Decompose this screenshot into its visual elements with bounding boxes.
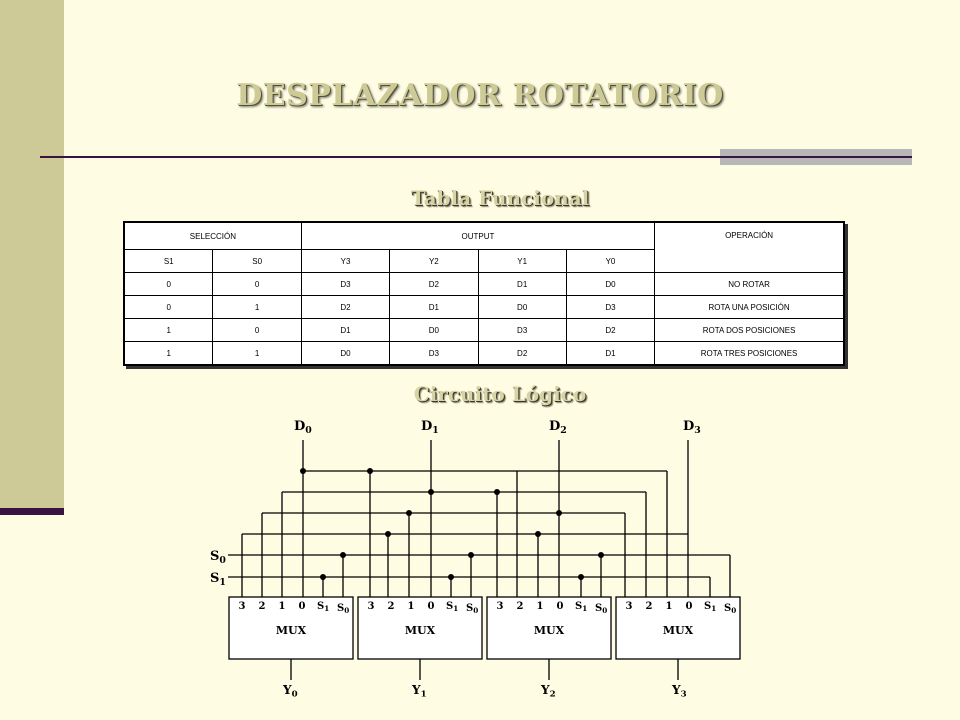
subheader-cell: S0: [213, 250, 301, 273]
mux-select-pin-s1: $S_1$: [575, 601, 588, 614]
table-cell: D2: [478, 342, 566, 366]
subheader-cell: Y0: [566, 250, 654, 273]
junction-dot: [367, 468, 373, 474]
input-label-d3: $D_3$: [683, 419, 701, 436]
table-cell: 1: [124, 319, 213, 342]
mux-pin-label: 1: [665, 601, 673, 612]
table-cell: 1: [213, 296, 301, 319]
input-label-d1: $D_1$: [421, 419, 439, 436]
output-label-y3: $Y_3$: [672, 683, 687, 700]
junction-dot: [494, 489, 500, 495]
mux-select-pin-s1: $S_1$: [446, 601, 459, 614]
table-cell: D2: [390, 273, 478, 296]
mux-pin-label: 2: [387, 601, 395, 612]
junction-dot: [556, 510, 562, 516]
subheader-cell: Y1: [478, 250, 566, 273]
mux-pin-label: 2: [645, 601, 653, 612]
mux-pin-label: 3: [625, 601, 633, 612]
mux-pin-label: 1: [407, 601, 415, 612]
junction-dot: [578, 574, 584, 580]
header-output: OUTPUT: [301, 222, 654, 250]
table-cell: 0: [213, 319, 301, 342]
table-cell: ROTA DOS POSICIONES: [655, 319, 844, 342]
mux-pin-label: 3: [367, 601, 375, 612]
table-cell: D2: [301, 296, 389, 319]
table-cell: 0: [124, 296, 213, 319]
table-cell: D1: [301, 319, 389, 342]
table-cell: D1: [390, 296, 478, 319]
table-cell: D0: [301, 342, 389, 366]
mux-select-pin-s1: $S_1$: [317, 601, 330, 614]
mux-select-pin-s0: $S_0$: [466, 603, 479, 616]
mux-pin-label: 0: [556, 601, 564, 612]
select-label-s0: $S_0$: [210, 549, 226, 566]
mux-pin-label: 3: [238, 601, 246, 612]
table-cell: 0: [213, 273, 301, 296]
mux-label: MUX: [662, 624, 694, 637]
select-label-s1: $S_1$: [210, 571, 226, 588]
circuit-section-title: Circuito Lógico: [413, 382, 587, 406]
table-cell: ROTA UNA POSICIÓN: [655, 296, 844, 319]
mux-pin-label: 2: [516, 601, 524, 612]
mux-pin-label: 3: [496, 601, 504, 612]
mux-pin-label: 1: [536, 601, 544, 612]
table-cell: D3: [301, 273, 389, 296]
output-label-y2: $Y_2$: [541, 683, 556, 700]
mux-select-pin-s1: $S_1$: [704, 601, 717, 614]
table-section-title: Tabla Funcional: [410, 186, 590, 210]
mux-label: MUX: [404, 624, 436, 637]
subheader-cell: S1: [124, 250, 213, 273]
junction-dot: [385, 531, 391, 537]
table-cell: D0: [390, 319, 478, 342]
junction-dot: [300, 468, 306, 474]
table-cell: 0: [124, 273, 213, 296]
input-label-d0: $D_0$: [294, 419, 312, 436]
table-cell: D1: [478, 273, 566, 296]
junction-dot: [320, 574, 326, 580]
junction-dot: [340, 552, 346, 558]
header-operacion: OPERACIÓN: [655, 222, 844, 273]
input-label-d2: $D_2$: [549, 419, 567, 436]
output-label-y1: $Y_1$: [412, 683, 427, 700]
mux-label: MUX: [275, 624, 307, 637]
table-cell: D3: [478, 319, 566, 342]
mux-pin-label: 2: [258, 601, 266, 612]
table-cell: D0: [566, 273, 654, 296]
junction-dot: [428, 489, 434, 495]
header-seleccion: SELECCIÓN: [124, 222, 301, 250]
junction-dot: [468, 552, 474, 558]
table-cell: 1: [124, 342, 213, 366]
subheader-cell: Y3: [301, 250, 389, 273]
mux-select-pin-s0: $S_0$: [337, 603, 350, 616]
mux-select-pin-s0: $S_0$: [595, 603, 608, 616]
junction-dot: [448, 574, 454, 580]
mux-pin-label: 1: [278, 601, 286, 612]
mux-label: MUX: [533, 624, 565, 637]
junction-dot: [535, 531, 541, 537]
table-cell: 1: [213, 342, 301, 366]
junction-dot: [406, 510, 412, 516]
mux-pin-label: 0: [685, 601, 693, 612]
junction-dot: [598, 552, 604, 558]
table-cell: NO ROTAR: [655, 273, 844, 296]
table-cell: D3: [566, 296, 654, 319]
mux-pin-label: 0: [427, 601, 435, 612]
mux-pin-label: 0: [298, 601, 306, 612]
table-cell: ROTA TRES POSICIONES: [655, 342, 844, 366]
output-label-y0: $Y_0$: [283, 683, 298, 700]
table-cell: D0: [478, 296, 566, 319]
table-cell: D1: [566, 342, 654, 366]
mux-select-pin-s0: $S_0$: [724, 603, 737, 616]
table-cell: D3: [390, 342, 478, 366]
subheader-cell: Y2: [390, 250, 478, 273]
table-cell: D2: [566, 319, 654, 342]
page-title: DESPLAZADOR ROTATORIO: [236, 78, 724, 113]
